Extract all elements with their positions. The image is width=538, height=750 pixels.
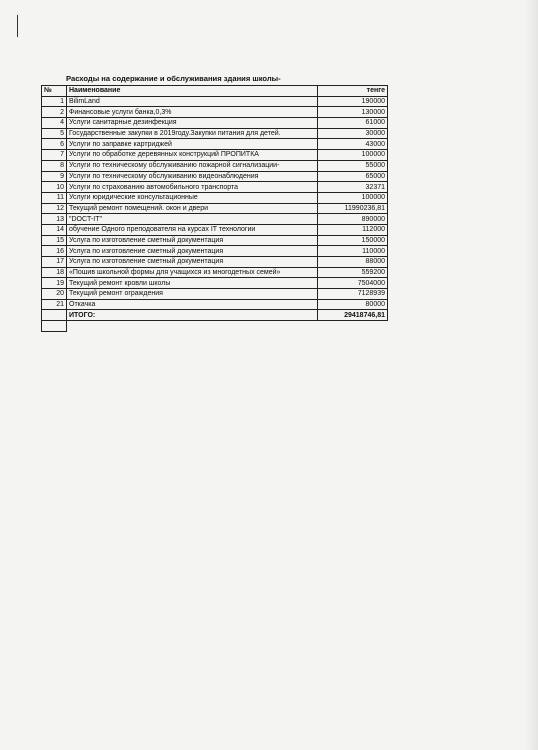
row-number: 12 bbox=[42, 203, 67, 214]
table-row bbox=[42, 160, 388, 171]
row-name: Текущий ремонт кровли школы bbox=[67, 278, 318, 289]
row-value: 100000 bbox=[318, 150, 388, 161]
table-row bbox=[42, 150, 388, 161]
row-name: Услуги по техническому обслуживанию видеонаблюдения bbox=[67, 171, 318, 182]
table-row bbox=[42, 139, 388, 150]
row-number: 21 bbox=[42, 299, 67, 310]
row-number: 14 bbox=[42, 224, 67, 235]
expenses-table bbox=[41, 85, 388, 332]
row-name: Услуги по заправке картриджей bbox=[67, 139, 318, 150]
row-value: 80000 bbox=[318, 299, 388, 310]
row-name: "DOCT-IT" bbox=[67, 214, 318, 225]
total-value: 29418746,81 bbox=[318, 310, 388, 321]
row-name: Услуги по техническому обслуживанию пожарной сигнализации- bbox=[67, 160, 318, 171]
row-value: 88000 bbox=[318, 257, 388, 268]
row-value: 65000 bbox=[318, 171, 388, 182]
row-number: 1 bbox=[42, 96, 67, 107]
row-value: 130000 bbox=[318, 107, 388, 118]
table-row bbox=[42, 203, 388, 214]
table-row bbox=[42, 192, 388, 203]
row-value: 32371 bbox=[318, 182, 388, 193]
row-value: 7504000 bbox=[318, 278, 388, 289]
empty-cell bbox=[42, 321, 67, 332]
row-name: Текущий ремонт помещений. окон и двери bbox=[67, 203, 318, 214]
row-name: Услуга по изготовление сметный документация bbox=[67, 246, 318, 257]
total-number-cell bbox=[42, 310, 67, 321]
row-name: Услуга по изготовление сметный документация bbox=[67, 257, 318, 268]
row-name: «Пошив школьной формы для учащихся из многодетных семей» bbox=[67, 267, 318, 278]
table-row bbox=[42, 267, 388, 278]
row-number: 8 bbox=[42, 160, 67, 171]
table-row bbox=[42, 299, 388, 310]
table-row bbox=[42, 171, 388, 182]
row-number: 19 bbox=[42, 278, 67, 289]
table-row bbox=[42, 278, 388, 289]
row-number: 13 bbox=[42, 214, 67, 225]
row-name: Услуги по страхованию автомобильного транспорта bbox=[67, 182, 318, 193]
row-value: 150000 bbox=[318, 235, 388, 246]
row-value: 11990236,81 bbox=[318, 203, 388, 214]
row-number: 4 bbox=[42, 118, 67, 129]
row-name: Услуги юридические консультационные bbox=[67, 192, 318, 203]
row-number: 10 bbox=[42, 182, 67, 193]
row-name: Откачка bbox=[67, 299, 318, 310]
row-name: Услуги санитарные дезинфекция bbox=[67, 118, 318, 129]
row-number: 7 bbox=[42, 150, 67, 161]
table-row bbox=[42, 118, 388, 129]
row-name: Государственные закупки в 2019году.Закупки питания для детей. bbox=[67, 128, 318, 139]
row-value: 55000 bbox=[318, 160, 388, 171]
total-row bbox=[42, 310, 388, 321]
row-value: 7128939 bbox=[318, 289, 388, 300]
row-value: 30000 bbox=[318, 128, 388, 139]
row-name: Текущий ремонт ограждения bbox=[67, 289, 318, 300]
table-row bbox=[42, 107, 388, 118]
table-row bbox=[42, 214, 388, 225]
table-row bbox=[42, 257, 388, 268]
row-number: 11 bbox=[42, 192, 67, 203]
row-name: обучение Одного преподователя на курсах IT технологии bbox=[67, 224, 318, 235]
row-number: 9 bbox=[42, 171, 67, 182]
header-number: № bbox=[42, 86, 67, 97]
header-value: тенге bbox=[318, 86, 388, 97]
row-number: 5 bbox=[42, 128, 67, 139]
total-label: ИТОГО: bbox=[67, 310, 318, 321]
row-number: 18 bbox=[42, 267, 67, 278]
table-row bbox=[42, 96, 388, 107]
table-row bbox=[42, 235, 388, 246]
row-number: 16 bbox=[42, 246, 67, 257]
table-row bbox=[42, 224, 388, 235]
scan-mark bbox=[17, 15, 18, 37]
page-edge-shadow bbox=[524, 0, 538, 750]
row-name: Финансовые услуги банка,0,3% bbox=[67, 107, 318, 118]
table-header-row bbox=[42, 86, 388, 97]
row-number: 2 bbox=[42, 107, 67, 118]
table-row bbox=[42, 246, 388, 257]
row-number: 17 bbox=[42, 257, 67, 268]
row-name: Услуга по изготовление сметный документация bbox=[67, 235, 318, 246]
table-row bbox=[42, 289, 388, 300]
table-row bbox=[42, 182, 388, 193]
row-number: 15 bbox=[42, 235, 67, 246]
row-value: 100000 bbox=[318, 192, 388, 203]
row-value: 190000 bbox=[318, 96, 388, 107]
table-row bbox=[42, 128, 388, 139]
row-value: 890000 bbox=[318, 214, 388, 225]
document-title: Расходы на содержание и обслуживания здания школы- bbox=[66, 74, 281, 83]
row-value: 112000 bbox=[318, 224, 388, 235]
row-number: 6 bbox=[42, 139, 67, 150]
row-value: 110000 bbox=[318, 246, 388, 257]
row-name: BilimLand bbox=[67, 96, 318, 107]
empty-row bbox=[42, 321, 388, 332]
row-number: 20 bbox=[42, 289, 67, 300]
header-name: Наименование bbox=[67, 86, 318, 97]
table-body bbox=[42, 96, 388, 310]
row-value: 559200 bbox=[318, 267, 388, 278]
row-name: Услуги по обработке деревянных конструкций ПРОПИТКА bbox=[67, 150, 318, 161]
row-value: 61000 bbox=[318, 118, 388, 129]
row-value: 43000 bbox=[318, 139, 388, 150]
